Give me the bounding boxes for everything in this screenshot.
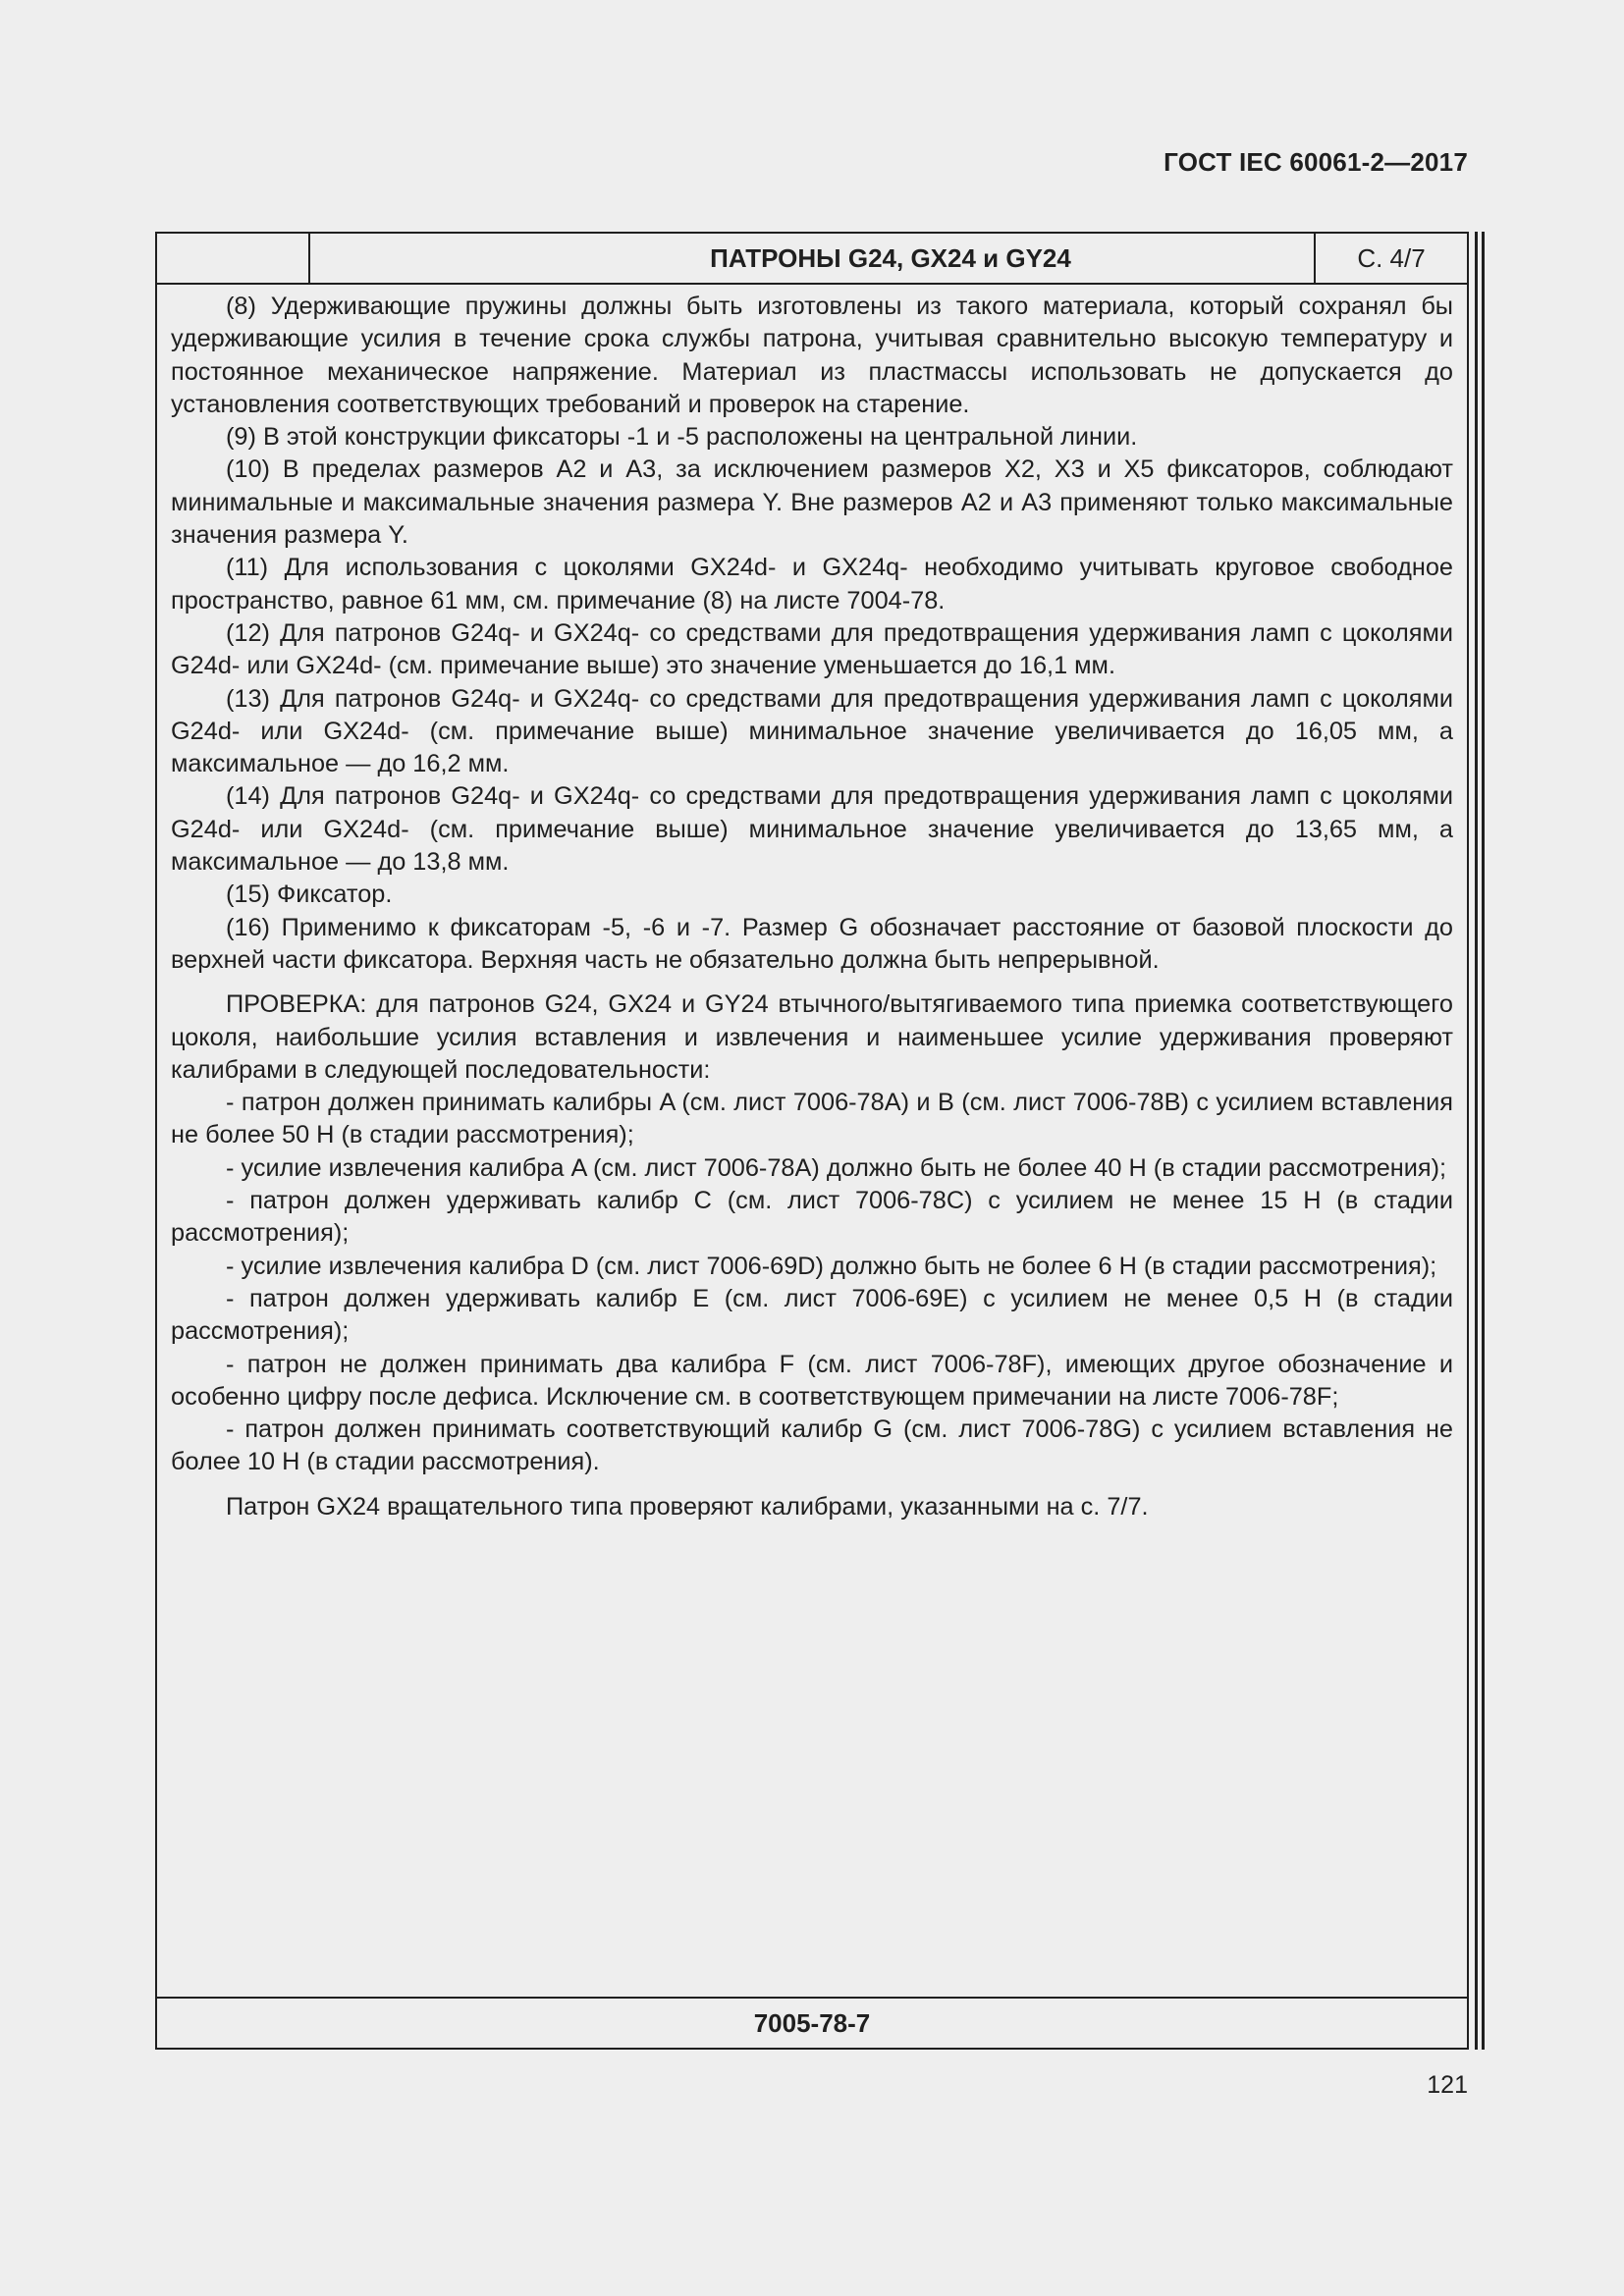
check-item: - усилие извлечения калибра D (см. лист 7006-69D) должно быть не более 6 Н (в стадии рассмотрения); — [226, 1252, 1437, 1280]
check-intro: ПРОВЕРКА: для патронов G24, GX24 и GY24 втычного/вытягиваемого типа приемка соответствующего цоколя, наибольшие усилия вставления и извлечения и наименьшее усилие удерживания проверяют калибрами в следующей последовательности: — [171, 990, 1453, 1084]
note-14: (14) Для патронов G24q- и GX24q- со средствами для предотвращения удерживания ламп с цоколями G24d- или GX24d- (см. примечание выше) минимальное значение увеличивается до 13,65 мм, а максимальное — до 13,8 мм. — [171, 782, 1453, 877]
sheet-header — [157, 234, 1467, 285]
note-8: (8) Удерживающие пружины должны быть изготовлены из такого материала, который сохранял бы удерживающие усилия в течение срока службы патрона, учитывая сравнительно высокую температуру и постоянное механическое напряжение. Материал из пластмассы использовать не допускается до установления соответствующих требований и проверок на старение. — [171, 293, 1453, 418]
check-item: - патрон должен удерживать калибр E (см. лист 7006-69E) с усилием не менее 0,5 Н (в стадии рассмотрения); — [171, 1284, 1453, 1346]
sheet-content — [171, 291, 1453, 1523]
sheet-page-indicator: С. 4/7 — [1314, 234, 1467, 283]
note-10: (10) В пределах размеров A2 и A3, за исключением размеров X2, X3 и X5 фиксаторов, соблюдают минимальные и максимальные значения размера Y. Вне размеров A2 и A3 применяют только максимальные значения размера Y. — [171, 455, 1453, 550]
note-9: (9) В этой конструкции фиксаторы -1 и -5 расположены на центральной линии. — [226, 423, 1138, 452]
note-13: (13) Для патронов G24q- и GX24q- со средствами для предотвращения удерживания ламп с цоколями G24d- или GX24d- (см. примечание выше) минимальное значение увеличивается до 16,05 мм, а максимальное — до 16,2 мм. — [171, 684, 1453, 778]
frame-double-edge — [1475, 232, 1485, 2050]
rotary-type-note: Патрон GX24 вращательного типа проверяют калибрами, указанными на с. 7/7. — [226, 1492, 1149, 1521]
page-number: 121 — [1427, 2071, 1468, 2099]
header-empty-cell — [157, 234, 310, 283]
note-11: (11) Для использования с цоколями GX24d- и GX24q- необходимо учитывать круговое свободное пространство, равное 61 мм, см. примечание (8) на листе 7004-78. — [171, 554, 1453, 614]
check-item: - патрон должен принимать калибры A (см. лист 7006-78A) и B (см. лист 7006-78B) с усилием вставления не более 50 Н (в стадии рассмотрения); — [171, 1089, 1453, 1149]
note-15: (15) Фиксатор. — [226, 881, 393, 909]
note-16: (16) Применимо к фиксаторам -5, -6 и -7. Размер G обозначает расстояние от базовой плоскости до верхней части фиксатора. Верхняя часть не обязательно должна быть непрерывной. — [171, 913, 1453, 974]
document-code: ГОСТ IEC 60061-2—2017 — [1164, 147, 1468, 177]
check-item: - патрон не должен принимать два калибра F (см. лист 7006-78F), имеющих другое обозначение и особенно цифру после дефиса. Исключение см. в соответствующем примечании на листе 7006-78F; — [171, 1350, 1453, 1411]
sheet-frame — [155, 232, 1469, 2050]
sheet-title: ПАТРОНЫ G24, GX24 и GY24 — [710, 243, 1071, 273]
check-item: - патрон должен удерживать калибр C (см. лист 7006-78C) с усилием не менее 15 Н (в стадии рассмотрения); — [171, 1187, 1453, 1248]
sheet-code: 7005-78-7 — [157, 1997, 1467, 2048]
check-item: - патрон должен принимать соответствующий калибр G (см. лист 7006-78G) с усилием вставления не более 10 Н (в стадии рассмотрения). — [171, 1415, 1453, 1476]
note-12: (12) Для патронов G24q- и GX24q- со средствами для предотвращения удерживания ламп с цоколями G24d- или GX24d- (см. примечание выше) это значение уменьшается до 16,1 мм. — [171, 618, 1453, 680]
check-item: - усилие извлечения калибра A (см. лист 7006-78A) должно быть не более 40 Н (в стадии рассмотрения); — [226, 1153, 1447, 1182]
